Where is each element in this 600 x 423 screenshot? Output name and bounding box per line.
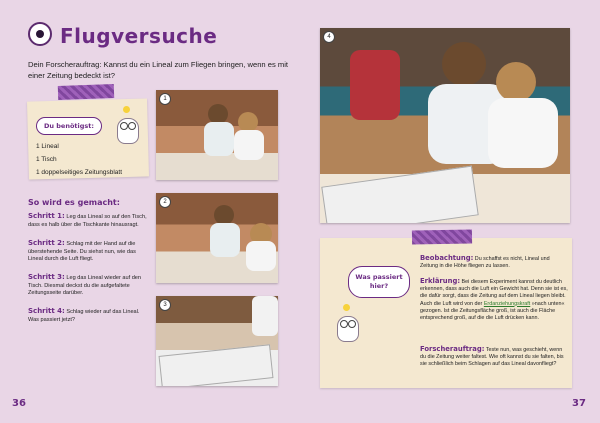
step-text: Schlag mit der Hand auf die überstehende Seite. Du siehst nun, wie das Lineal durch die Luft fliegt. [28,241,136,262]
intro-text: Dein Forscherauftrag: Kannst du ein Lineal zum Fliegen bringen, wenn es mit einer Zeitung bedeckt ist? [28,60,289,80]
washi-tape [58,84,114,100]
photo-number: 3 [159,299,171,311]
step-label: Schritt 4: [28,307,65,315]
step-text: Leg das Lineal wieder auf den Tisch. Diesmal deckst du die aufgefaltete Zeitungsseite darüber. [28,275,142,296]
explanation-label: Erklärung: [420,277,461,285]
material-item: 1 Tisch [36,156,57,163]
photo-3 [156,296,278,386]
observation [420,255,568,270]
question-line: Was passiert [355,273,403,281]
photo-number: 4 [323,31,335,43]
question-bubble [348,266,410,298]
materials-bubble [36,117,102,135]
step-label: Schritt 1: [28,212,65,220]
owl-mascot-icon [334,310,360,342]
page-number-left: 36 [12,398,26,409]
how-heading: So wird es gemacht: [28,198,120,207]
research-task [420,346,568,369]
step-text: Schlag wieder auf das Lineal. Was passiert jetzt? [28,309,140,323]
photo-2 [156,193,278,283]
explanation [420,278,568,322]
step-label: Schritt 3: [28,273,65,281]
step-2 [28,240,148,264]
material-item: 1 Lineal [36,143,59,150]
step-1 [28,213,148,229]
material-item: 1 doppelseitiges Zeitungsblatt [36,169,123,176]
eye-icon [28,22,52,46]
photo-number: 1 [159,93,171,105]
observation-label: Beobachtung: [420,254,474,262]
question-line: hier? [369,282,389,290]
research-text: Teste nun, was geschieht, wenn du die Zeitung weiter faltest. Wie oft kannst du sie falten, bis sie schließlich beim Schlagen auf das Lineal davonfliegt? [420,347,564,368]
materials-heading: Du benötigst: [43,122,94,130]
explanation-text: »nach unten« gezogen. Ist die Zeitungsfläche groß, ist auch die Fläche entsprechend groß, auf die die Luft drücken kann. [420,300,565,322]
page-title: Flugversuche [60,24,218,48]
step-4 [28,308,148,324]
explanation-text: Bei diesem Experiment kannst du deutlich erkennen, dass auch die Luft ein Gewicht hat. Denn sie ist es, die dafür sorgt, dass die Zeitung auf dem Lineal liegen bleibt. Auch die Luft wird von der [420,279,568,307]
washi-tape [412,229,472,244]
glossary-link[interactable]: Erdanziehungskraft [483,300,531,307]
photo-4 [320,28,570,223]
question-text [349,267,409,291]
photo-1 [156,90,278,180]
step-text: Leg das Lineal so auf den Tisch, dass es halb über die Tischkante hinausragt. [28,214,147,228]
step-3 [28,274,148,298]
research-label: Forscherauftrag: [420,345,485,353]
observation-text: Du schaffst es nicht, Lineal und Zeitung in die Höhe fliegen zu lassen. [420,256,550,270]
step-label: Schritt 2: [28,239,65,247]
page-number-right: 37 [572,398,586,409]
photo-number: 2 [159,196,171,208]
owl-mascot-icon [114,112,140,144]
